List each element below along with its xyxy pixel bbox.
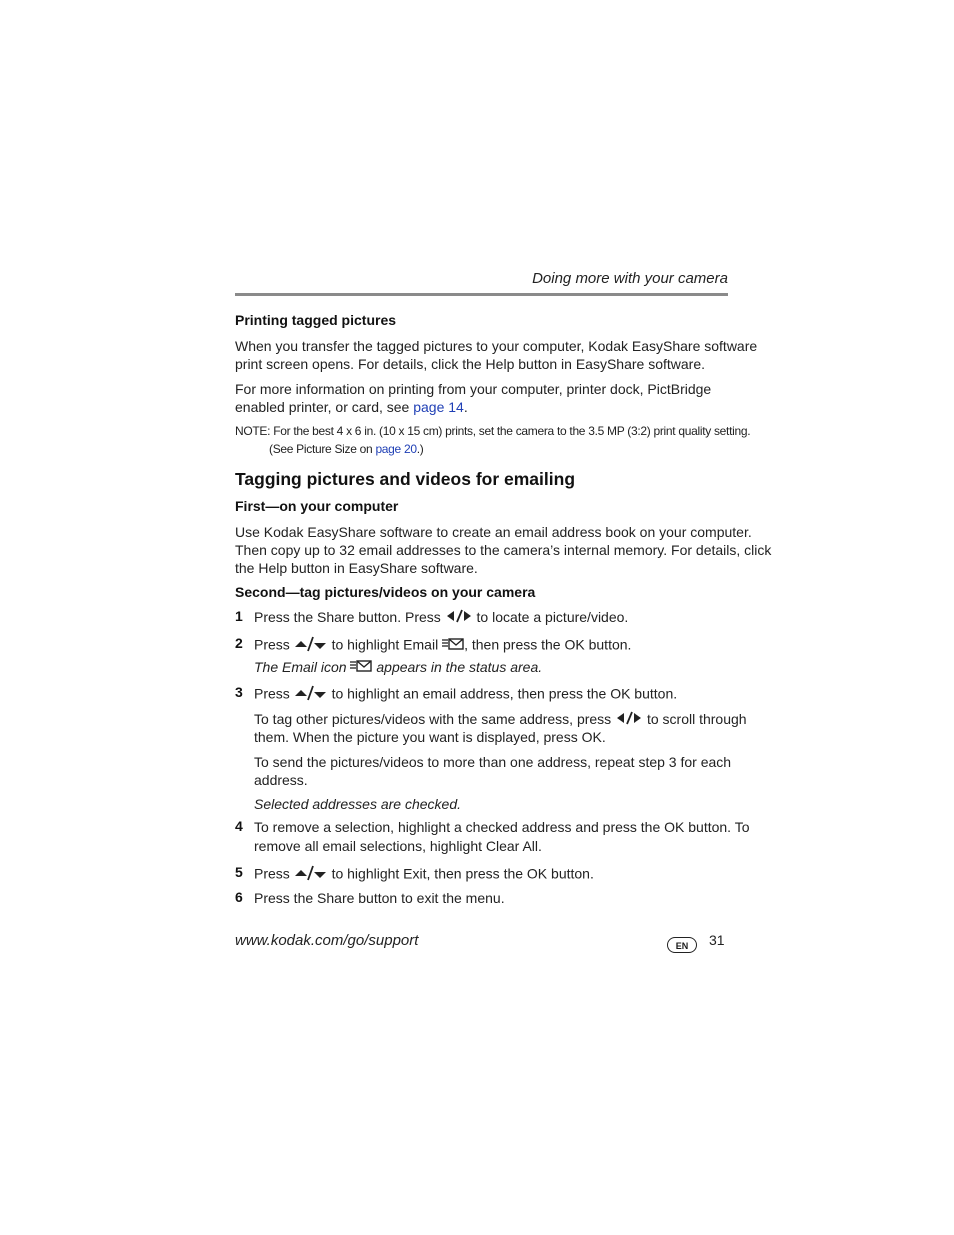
page-number: 31 xyxy=(709,932,725,948)
email-icon xyxy=(442,637,464,655)
page-20-link[interactable]: page 20 xyxy=(375,442,417,456)
subheading-first: First—on your computer xyxy=(235,498,399,514)
support-url-link[interactable]: www.kodak.com/go/support xyxy=(235,932,419,949)
step-number: 2 xyxy=(235,635,243,651)
header-rule xyxy=(235,293,728,296)
step-number: 3 xyxy=(235,684,243,700)
step-5-text xyxy=(254,864,594,886)
paragraph-line: When you transfer the tagged pictures to your computer, Kodak EasyShare software xyxy=(235,338,758,354)
language-badge: EN xyxy=(667,937,697,953)
text-fragment: . xyxy=(463,399,468,415)
paragraph-line: the Help button in EasyShare software. xyxy=(235,560,478,576)
text-fragment: .) xyxy=(416,442,424,456)
left-right-arrow-icon xyxy=(445,608,473,628)
text-fragment: The Email icon xyxy=(254,659,351,675)
left-right-arrow-icon xyxy=(615,710,643,730)
text-fragment: To tag other pictures/videos with the same address, press xyxy=(254,711,616,727)
step-3-text xyxy=(254,684,677,706)
note-line xyxy=(269,440,423,458)
up-down-arrow-icon xyxy=(294,635,328,657)
step-2-result xyxy=(254,658,542,677)
text-fragment: appears in the status area. xyxy=(372,659,543,675)
text-fragment: to highlight Exit, then press the OK button. xyxy=(327,865,594,882)
text-fragment: to highlight an email address, then press the OK button. xyxy=(327,685,678,702)
paragraph-line: print screen opens. For details, click the Help button in EasyShare software. xyxy=(235,356,706,372)
step-3-para-line: them. When the picture you want is displayed, press OK. xyxy=(254,729,606,745)
step-number: 4 xyxy=(235,818,243,834)
step-3-para-line: To send the pictures/videos to more than one address, repeat step 3 for each xyxy=(254,754,732,770)
text-fragment: Press xyxy=(254,865,294,882)
step-3-para-line: address. xyxy=(254,772,308,788)
page-14-link[interactable]: page 14 xyxy=(413,399,464,415)
text-fragment: Press xyxy=(254,636,294,653)
text-fragment: Press the Share button. Press xyxy=(254,609,445,625)
note-line: NOTE: For the best 4 x 6 in. (10 x 15 cm) prints, set the camera to the 3.5 MP (3:2) print quality setting. xyxy=(235,424,751,438)
step-number: 6 xyxy=(235,889,243,905)
step-number: 1 xyxy=(235,608,243,624)
text-fragment: enabled printer, or card, see xyxy=(235,399,414,415)
paragraph-line: For more information on printing from your computer, printer dock, PictBridge xyxy=(235,381,712,397)
subheading-second: Second—tag pictures/videos on your camera xyxy=(235,584,536,600)
text-fragment: to scroll through xyxy=(643,711,747,727)
step-1-text xyxy=(254,608,628,628)
step-4-text: To remove a selection, highlight a checked address and press the OK button. To xyxy=(254,819,750,835)
text-fragment: to highlight Email xyxy=(327,636,443,653)
up-down-arrow-icon xyxy=(294,864,328,886)
text-fragment: Press xyxy=(254,685,294,702)
paragraph-line: Use Kodak EasyShare software to create an email address book on your computer. xyxy=(235,524,752,540)
paragraph-line xyxy=(235,398,468,416)
step-2-text xyxy=(254,635,631,657)
up-down-arrow-icon xyxy=(294,684,328,706)
running-header: Doing more with your camera xyxy=(532,270,728,287)
section-heading-printing: Printing tagged pictures xyxy=(235,312,397,328)
email-icon xyxy=(350,659,372,677)
text-fragment: (See Picture Size on xyxy=(269,442,376,456)
step-6-text: Press the Share button to exit the menu. xyxy=(254,890,505,906)
step-3-result: Selected addresses are checked. xyxy=(254,796,462,812)
text-fragment: , then press the OK button. xyxy=(464,636,632,653)
step-number: 5 xyxy=(235,864,243,880)
paragraph-line: Then copy up to 32 email addresses to the camera’s internal memory. For details, click xyxy=(235,542,772,558)
text-fragment: to locate a picture/video. xyxy=(472,609,629,625)
step-4-text: remove all email selections, highlight Clear All. xyxy=(254,838,542,854)
section-heading-tagging: Tagging pictures and videos for emailing xyxy=(235,469,576,489)
